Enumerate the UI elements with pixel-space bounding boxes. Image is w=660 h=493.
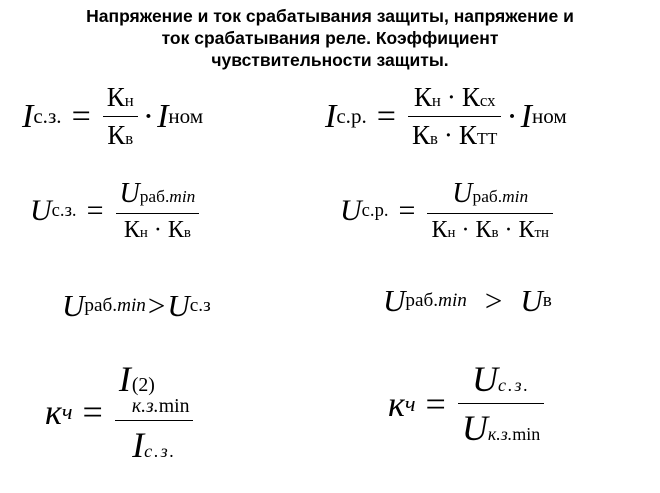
formula-symbol: U: [472, 359, 499, 399]
formula-subscript: [140, 187, 196, 207]
formula-subscript: с.з: [189, 295, 211, 316]
formula-subscript: [132, 396, 190, 417]
formula-subscript: [84, 295, 146, 317]
fraction: [458, 358, 544, 449]
coefficient: К: [475, 217, 492, 243]
multiply-dot: ·: [506, 97, 518, 135]
sensitivity-voltage-formula: [388, 358, 546, 449]
multiply-dot: ·: [504, 217, 513, 243]
fraction-denominator: [103, 120, 137, 151]
subscript-text: раб.: [472, 187, 503, 206]
formula-symbol: U: [119, 178, 140, 209]
formula-subscript: [473, 187, 529, 207]
coefficient-subscript: в: [429, 129, 438, 148]
formula-symbol: U: [461, 408, 488, 448]
fraction-numerator: [448, 178, 532, 210]
coefficient: К: [458, 120, 477, 150]
formula-symbol: U: [520, 283, 543, 318]
subscript-text: min: [438, 290, 467, 311]
subscript-text: min: [117, 295, 146, 316]
formula-subscript: [488, 424, 540, 445]
inequality-relay: [383, 283, 552, 319]
inequality-protection: [62, 288, 211, 324]
multiply-dot: ·: [153, 217, 162, 243]
fraction-denominator: [128, 424, 180, 466]
formula-symbol: I: [325, 97, 337, 135]
greater-than-sign: >: [147, 288, 166, 323]
fraction-bar: [458, 403, 544, 404]
formula-subscript: [405, 290, 467, 312]
formula-symbol: I: [132, 424, 145, 465]
script-stack: [132, 375, 190, 417]
fraction-bar: [427, 213, 553, 214]
fraction-numerator: [103, 82, 138, 113]
coefficient-subscript: н: [139, 225, 148, 241]
formula-symbol: U: [167, 288, 190, 323]
coefficient-subscript: в: [125, 129, 134, 148]
multiply-dot: ·: [461, 217, 470, 243]
subscript-text: раб.: [405, 290, 439, 311]
formula-symbol: U: [30, 194, 52, 227]
fraction: [116, 178, 200, 244]
equals-sign: =: [86, 194, 104, 227]
subscript-text: min: [502, 187, 529, 206]
coefficient: К: [461, 82, 480, 112]
coefficient: К: [106, 82, 125, 112]
equals-sign: =: [71, 97, 91, 135]
subscript-text: min: [158, 394, 190, 417]
title-line-3: чувствительности защиты.: [211, 50, 449, 70]
formula-relay-current: [325, 82, 567, 151]
formula-protection-voltage: [30, 178, 201, 244]
formula-subscript: ч: [61, 398, 73, 424]
subscript-text: min: [169, 187, 196, 206]
coefficient: К: [518, 217, 535, 243]
formula-subscript: с.р.: [361, 200, 389, 221]
coefficient-subscript: н: [431, 91, 441, 110]
coefficient-subscript: тн: [534, 225, 549, 241]
coefficient-subscript: н: [447, 225, 456, 241]
fraction-denominator: [120, 217, 195, 244]
title-line-2: ток срабатывания реле. Коэффициент: [161, 28, 499, 48]
formula-symbol: U: [383, 283, 406, 318]
formula-superscript: (2): [131, 374, 155, 396]
subscript-text: раб.: [84, 295, 118, 316]
formula-relay-voltage: [340, 178, 555, 244]
equals-sign: =: [398, 194, 416, 227]
formula-subscript: с.з.: [144, 440, 177, 461]
title-line-1: Напряжение и ток срабатывания защиты, напряжение и: [86, 6, 574, 26]
slide-title: [0, 5, 660, 71]
fraction-bar: [103, 116, 138, 117]
equals-sign: =: [425, 383, 446, 424]
fraction-denominator: [427, 217, 553, 244]
formula-protection-current: [22, 82, 203, 151]
formula-symbol: I: [520, 97, 532, 135]
equals-sign: =: [82, 391, 103, 432]
subscript-text: раб.: [139, 187, 170, 206]
formula-symbol: U: [62, 288, 85, 323]
formula-symbol: I: [118, 359, 131, 399]
coefficient: К: [411, 120, 430, 150]
multiply-dot: ·: [446, 82, 456, 112]
fraction: [115, 358, 194, 466]
fraction: [408, 82, 501, 151]
greater-than-sign: >: [484, 283, 503, 318]
formula-subscript: с.з.: [33, 104, 62, 128]
formula-subscript: ном: [168, 104, 204, 128]
coefficient-subscript: н: [124, 91, 134, 110]
fraction-denominator: [458, 407, 544, 449]
coefficient-subscript: в: [183, 225, 191, 241]
fraction-denominator: [408, 120, 501, 151]
formula-subscript: с.з.: [51, 200, 77, 221]
coefficient-subscript: ТТ: [476, 129, 498, 148]
fraction-bar: [408, 116, 501, 117]
formula-subscript: с.р.: [336, 104, 367, 128]
fraction-numerator: [410, 82, 500, 113]
formula-symbol: U: [340, 194, 362, 227]
formula-subscript: ном: [532, 104, 567, 128]
coefficient: К: [107, 120, 126, 150]
subscript-text: к.з.: [487, 424, 513, 444]
fraction-bar: [116, 213, 200, 214]
subscript-text: min: [512, 424, 541, 444]
coefficient: К: [167, 217, 184, 243]
fraction-numerator: [468, 358, 534, 400]
multiply-dot: ·: [142, 97, 155, 135]
formula-symbol: U: [452, 178, 473, 209]
formula-subscript: ч: [404, 390, 416, 416]
formula-symbol: к: [45, 391, 62, 432]
fraction: [103, 82, 138, 151]
formula-symbol: к: [388, 383, 405, 424]
fraction-numerator: [115, 358, 194, 417]
sensitivity-current-formula: [45, 358, 195, 466]
equals-sign: =: [376, 97, 396, 135]
fraction-bar: [115, 420, 194, 421]
formula-subscript: в: [542, 290, 552, 311]
fraction: [427, 178, 553, 244]
coefficient: К: [431, 217, 448, 243]
coefficient-subscript: в: [491, 225, 499, 241]
formula-symbol: I: [157, 97, 169, 135]
formula-symbol: I: [22, 97, 34, 135]
formula-subscript: с.з.: [498, 375, 531, 395]
coefficient: К: [413, 82, 432, 112]
subscript-text: к.з.: [131, 394, 159, 417]
coefficient-subscript: сх: [479, 91, 496, 110]
multiply-dot: ·: [443, 120, 453, 150]
coefficient: К: [123, 217, 140, 243]
fraction-numerator: [116, 178, 200, 210]
